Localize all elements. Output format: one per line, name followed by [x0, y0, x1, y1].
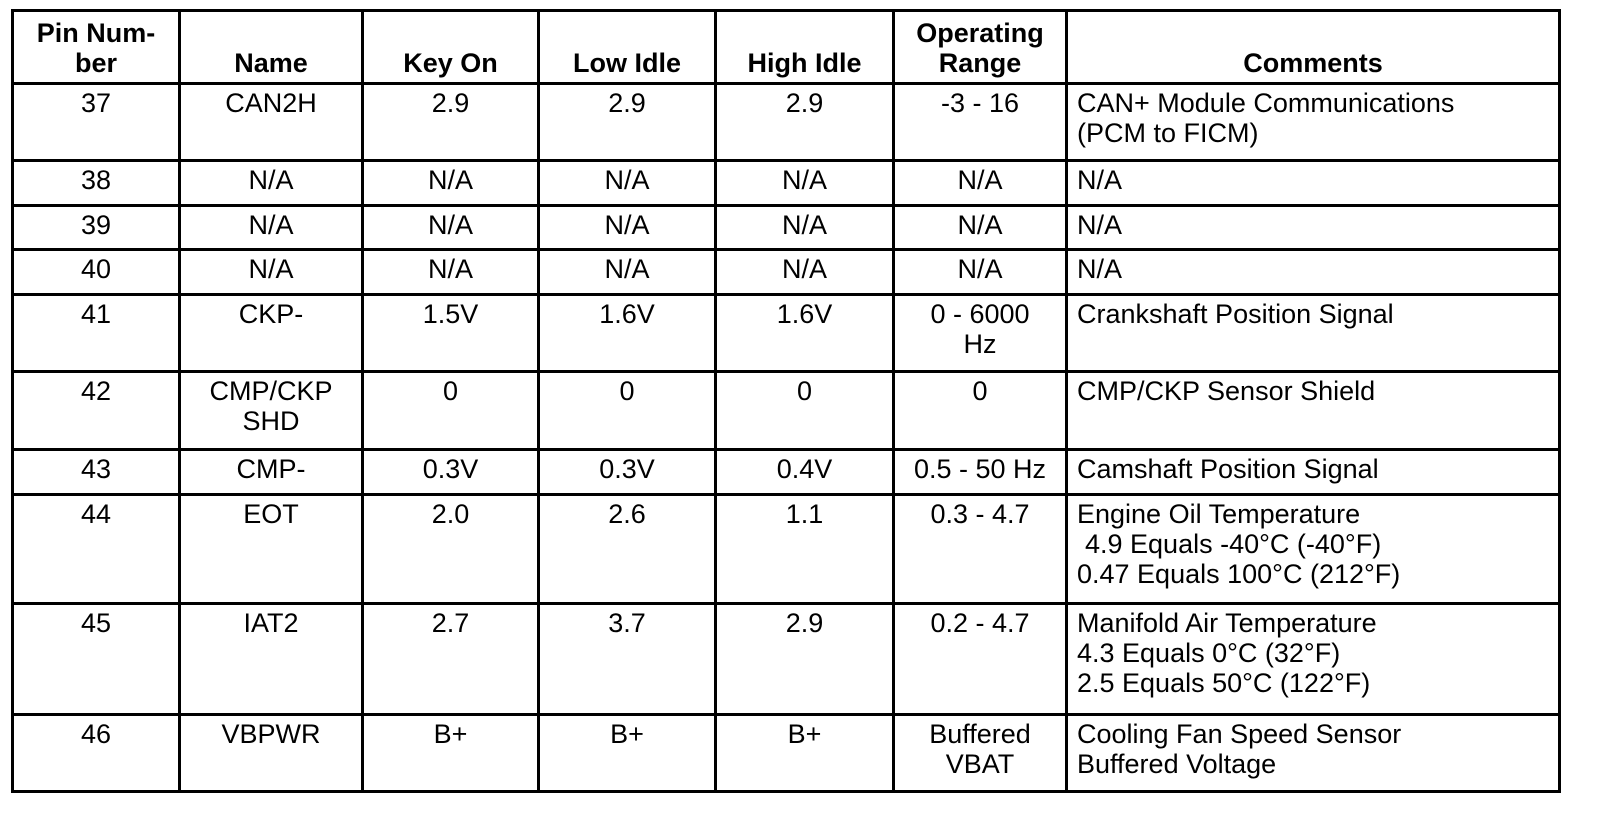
low-idle-cell: 2.6	[539, 494, 716, 604]
comment-cell	[1067, 205, 1560, 250]
comment-line: 0.47 Equals 100°C (212°F)	[1077, 558, 1401, 589]
comment-cell	[1067, 250, 1560, 295]
comment-line: N/A	[1077, 209, 1123, 240]
pin-cell: 44	[13, 494, 180, 604]
low-idle-cell: 3.7	[539, 604, 716, 715]
low-idle-cell: B+	[539, 714, 716, 791]
name-cell	[180, 161, 363, 206]
range-line: Hz	[963, 328, 997, 359]
range-line: 0.5 - 50 Hz	[913, 454, 1047, 485]
range-line: N/A	[957, 209, 1003, 240]
pin-cell: 38	[13, 161, 180, 206]
range-cell	[894, 714, 1067, 791]
range-cell	[894, 450, 1067, 495]
range-cell	[894, 604, 1067, 715]
header-key-on: Key On	[363, 11, 539, 84]
comment-line: N/A	[1077, 254, 1123, 285]
low-idle-cell: 0.3V	[539, 450, 716, 495]
pin-cell: 45	[13, 604, 180, 715]
name-line: VBPWR	[221, 718, 321, 749]
comment-cell	[1067, 604, 1560, 715]
name-line: IAT2	[243, 608, 299, 639]
range-line: -3 - 16	[940, 88, 1020, 118]
table-row	[13, 450, 1560, 495]
key-on-cell: N/A	[363, 161, 539, 206]
name-line: EOT	[243, 498, 299, 529]
high-idle-cell: 1.1	[716, 494, 894, 604]
high-idle-cell: N/A	[716, 205, 894, 250]
comment-line: Cooling Fan Speed Sensor	[1077, 718, 1402, 749]
name-cell	[180, 604, 363, 715]
pin-data-table	[11, 9, 1561, 793]
name-line: CMP/CKP	[209, 376, 333, 407]
header-operating-range-line-1: Operating	[916, 18, 1044, 48]
high-idle-cell: 0.4V	[716, 450, 894, 495]
range-line: VBAT	[945, 748, 1015, 779]
range-cell	[894, 372, 1067, 450]
comment-cell	[1067, 450, 1560, 495]
range-line: 0	[972, 376, 988, 407]
high-idle-cell: 1.6V	[716, 294, 894, 371]
pin-cell: 46	[13, 714, 180, 791]
header-operating-range-line-2: Range	[938, 48, 1022, 78]
comment-line: Buffered Voltage	[1077, 748, 1277, 779]
range-line: N/A	[957, 254, 1003, 285]
low-idle-cell: N/A	[539, 250, 716, 295]
comment-line: N/A	[1077, 165, 1123, 196]
key-on-cell: 0.3V	[363, 450, 539, 495]
name-cell	[180, 205, 363, 250]
comment-cell	[1067, 494, 1560, 604]
table-row	[13, 161, 1560, 206]
key-on-cell: 1.5V	[363, 294, 539, 371]
header-pin-number-line-1: Pin Num-	[36, 18, 156, 48]
comment-cell	[1067, 372, 1560, 450]
name-line: N/A	[248, 254, 294, 285]
key-on-cell: 2.7	[363, 604, 539, 715]
key-on-cell: 0	[363, 372, 539, 450]
name-cell	[180, 372, 363, 450]
table-row	[13, 604, 1560, 715]
high-idle-cell: 0	[716, 372, 894, 450]
comment-line: 4.9 Equals -40°C (-40°F)	[1085, 528, 1382, 559]
comment-line: 4.3 Equals 0°C (32°F)	[1077, 638, 1341, 669]
name-line: CKP-	[238, 298, 304, 329]
name-line: CMP-	[236, 454, 306, 485]
range-cell	[894, 84, 1067, 161]
name-line: N/A	[248, 209, 294, 240]
range-cell	[894, 161, 1067, 206]
range-cell	[894, 494, 1067, 604]
pin-cell: 43	[13, 450, 180, 495]
range-cell	[894, 294, 1067, 371]
name-line: N/A	[248, 165, 294, 196]
low-idle-cell: 0	[539, 372, 716, 450]
table-row	[13, 84, 1560, 161]
range-line: 0 - 6000	[930, 298, 1030, 329]
pin-cell: 41	[13, 294, 180, 371]
range-cell	[894, 250, 1067, 295]
name-cell	[180, 714, 363, 791]
comment-line: (PCM to FICM)	[1077, 118, 1259, 148]
comment-line: Engine Oil Temperature	[1077, 498, 1361, 529]
table-row	[13, 205, 1560, 250]
table-row	[13, 494, 1560, 604]
comment-cell	[1067, 84, 1560, 161]
key-on-cell: N/A	[363, 250, 539, 295]
header-row	[13, 11, 1560, 84]
low-idle-cell: N/A	[539, 205, 716, 250]
table-row	[13, 372, 1560, 450]
comment-line: Camshaft Position Signal	[1077, 454, 1379, 485]
low-idle-cell: 2.9	[539, 84, 716, 161]
name-cell	[180, 494, 363, 604]
high-idle-cell: 2.9	[716, 84, 894, 161]
table-row	[13, 250, 1560, 295]
pin-cell: 39	[13, 205, 180, 250]
key-on-cell: 2.9	[363, 84, 539, 161]
key-on-cell: N/A	[363, 205, 539, 250]
table-row	[13, 714, 1560, 791]
comment-line: CAN+ Module Communications	[1077, 88, 1455, 118]
header-pin-number	[13, 11, 180, 84]
name-cell	[180, 294, 363, 371]
high-idle-cell: 2.9	[716, 604, 894, 715]
name-cell	[180, 84, 363, 161]
comment-line: Manifold Air Temperature	[1077, 608, 1377, 639]
range-line: Buffered	[929, 718, 1031, 749]
range-cell	[894, 205, 1067, 250]
range-line: 0.3 - 4.7	[930, 498, 1030, 529]
low-idle-cell: 1.6V	[539, 294, 716, 371]
low-idle-cell: N/A	[539, 161, 716, 206]
high-idle-cell: B+	[716, 714, 894, 791]
header-high-idle: High Idle	[716, 11, 894, 84]
pin-cell: 37	[13, 84, 180, 161]
name-line: CAN2H	[225, 88, 317, 118]
name-cell	[180, 450, 363, 495]
header-low-idle: Low Idle	[539, 11, 716, 84]
range-line: N/A	[957, 165, 1003, 196]
range-line: 0.2 - 4.7	[930, 608, 1030, 639]
high-idle-cell: N/A	[716, 161, 894, 206]
comment-cell	[1067, 294, 1560, 371]
high-idle-cell: N/A	[716, 250, 894, 295]
pin-cell: 42	[13, 372, 180, 450]
key-on-cell: B+	[363, 714, 539, 791]
header-operating-range	[894, 11, 1067, 84]
pin-cell: 40	[13, 250, 180, 295]
table-row	[13, 294, 1560, 371]
name-line: SHD	[242, 406, 300, 437]
header-pin-number-line-2: ber	[74, 48, 118, 78]
comment-line: 2.5 Equals 50°C (122°F)	[1077, 668, 1371, 699]
header-name: Name	[180, 11, 363, 84]
comment-line: CMP/CKP Sensor Shield	[1077, 376, 1376, 407]
name-cell	[180, 250, 363, 295]
header-comments: Comments	[1067, 11, 1560, 84]
comment-cell	[1067, 161, 1560, 206]
comment-cell	[1067, 714, 1560, 791]
key-on-cell: 2.0	[363, 494, 539, 604]
comment-line: Crankshaft Position Signal	[1077, 298, 1394, 329]
